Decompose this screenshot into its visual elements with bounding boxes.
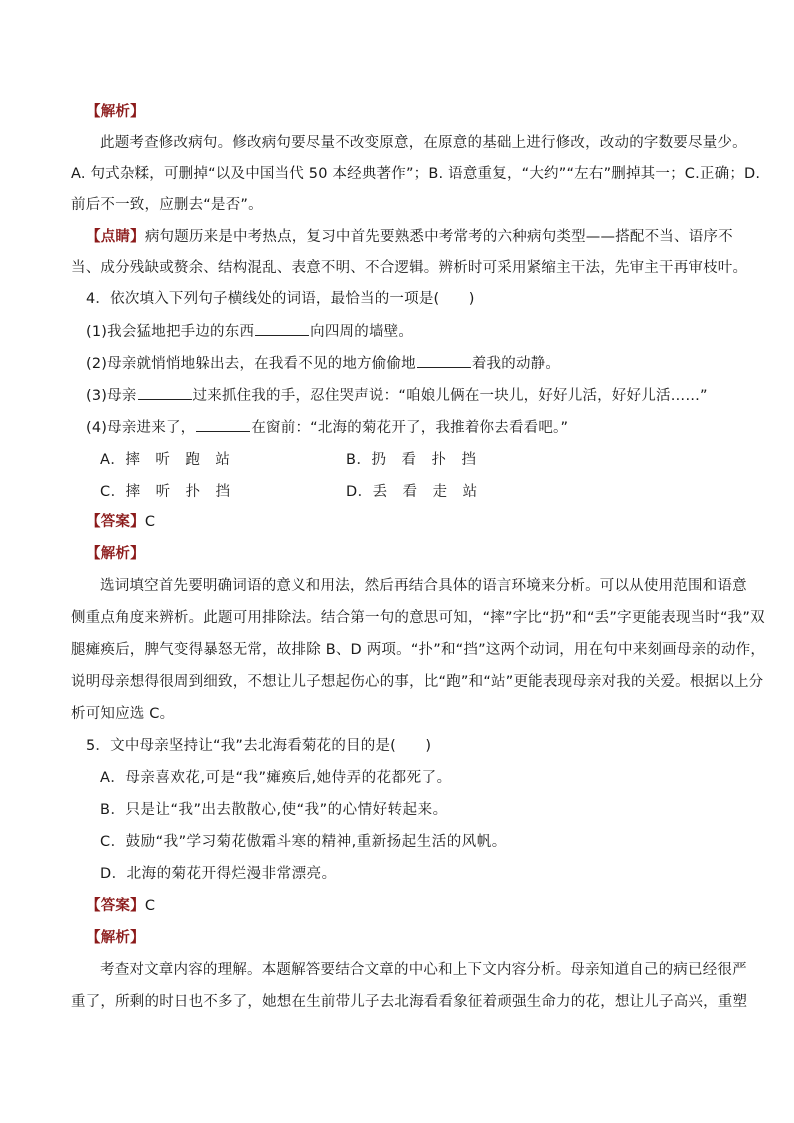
sentence-text: (1)我会猛地把手边的东西 [86, 324, 255, 340]
option-a: A．母亲喜欢花,可是“我”瘫痪后,她侍弄的花都死了。 [100, 770, 452, 786]
option-c: C．鼓励“我”学习菊花傲霜斗寒的精神,重新扬起生活的风帆。 [100, 834, 507, 850]
analysis-tag: 【解析】 [86, 930, 145, 946]
sentence-text: 着我的动静。 [471, 356, 561, 372]
sentence-text: 在窗前：“北海的菊花开了，我推着你去看看吧。” [251, 420, 569, 436]
comment-tag: 【点睛】 [86, 229, 145, 245]
question-4-stem: 4．依次填入下列句子横线处的词语，最恰当的一项是( ) [86, 291, 475, 307]
sentence-text: 向四周的墙壁。 [310, 324, 414, 340]
comment-text: 病句题历来是中考热点，复习中首先要熟悉中考常考的六种病句类型——搭配不当、语序不 [144, 229, 733, 245]
answer-line [86, 896, 155, 916]
answer-line [86, 512, 155, 532]
analysis-tag: 【解析】 [86, 546, 145, 562]
sentence-text: 过来抓住我的手，忍住哭声说：“咱娘儿俩在一块儿，好好儿活，好好儿活……” [192, 388, 708, 404]
fill-blank [138, 385, 192, 400]
option-d: D．北海的菊花开得烂漫非常漂亮。 [100, 866, 337, 882]
analysis-text: 此题考查修改病句。修改病句要尽量不改变原意，在原意的基础上进行修改，改动的字数要尽量少。 [100, 135, 747, 151]
fill-blank [417, 353, 471, 368]
question-5-stem: 5．文中母亲坚持让“我”去北海看菊花的目的是( ) [86, 738, 432, 754]
analysis-text: 考查对文章内容的理解。本题解答要结合文章的中心和上下文内容分析。母亲知道自己的病已经很严 [100, 962, 747, 978]
analysis-text: 侧重点角度来辨析。此题可用排除法。结合第一句的意思可知，“摔”字比“扔”和“丢”字更能表现当时“我”双 [71, 610, 765, 626]
answer-tag: 【答案】 [86, 514, 145, 530]
sentence-1 [86, 321, 413, 342]
sentence-text: (2)母亲就悄悄地躲出去，在我看不见的地方偷偷地 [86, 356, 416, 372]
option-c: C．摔 听 扑 挡 [100, 484, 231, 500]
answer-tag: 【答案】 [86, 898, 145, 914]
analysis-text: 选词填空首先要明确词语的意义和用法，然后再结合具体的语言环境来分析。可以从使用范围和语意 [100, 578, 747, 594]
option-a: A．摔 听 跑 站 [100, 452, 231, 468]
sentence-text: (3)母亲 [86, 388, 137, 404]
sentence-text: (4)母亲进来了， [86, 420, 196, 436]
fill-blank [196, 417, 250, 432]
analysis-text: 说明母亲想得很周到细致，不想让儿子想起伤心的事，比“跑”和“站”更能表现母亲对我的关爱。根据以上分 [71, 674, 764, 690]
analysis-text: A. 句式杂糅，可删掉“以及中国当代 50 本经典著作”；B. 语意重复，“大约”“左右”删掉其一；C.正确；D. [71, 166, 761, 182]
analysis-text: 前后不一致，应删去“是否”。 [71, 197, 263, 213]
sentence-3 [86, 385, 708, 406]
answer-value: C [144, 514, 156, 530]
option-b: B．扔 看 扑 挡 [346, 452, 477, 468]
comment-paragraph [86, 227, 733, 247]
option-b: B．只是让“我”出去散散心,使“我”的心情好转起来。 [100, 802, 448, 818]
fill-blank [255, 321, 309, 336]
analysis-tag: 【解析】 [86, 104, 145, 120]
sentence-2 [86, 353, 560, 374]
answer-value: C [144, 898, 156, 914]
comment-text: 当、成分残缺或赘余、结构混乱、表意不明、不合逻辑。辨析时可采用紧缩主干法，先审主干再审枝叶。 [71, 260, 748, 276]
analysis-text: 腿瘫痪后，脾气变得暴怒无常，故排除 B、D 两项。“扑”和“挡”这两个动词，用在句中来刻画母亲的动作， [71, 642, 766, 658]
analysis-text: 重了，所剩的时日也不多了，她想在生前带儿子去北海看看象征着顽强生命力的花，想让儿子高兴，重塑 [71, 994, 748, 1010]
option-d: D．丢 看 走 站 [346, 484, 478, 500]
analysis-text: 析可知应选 C。 [71, 706, 175, 722]
sentence-4 [86, 417, 568, 438]
